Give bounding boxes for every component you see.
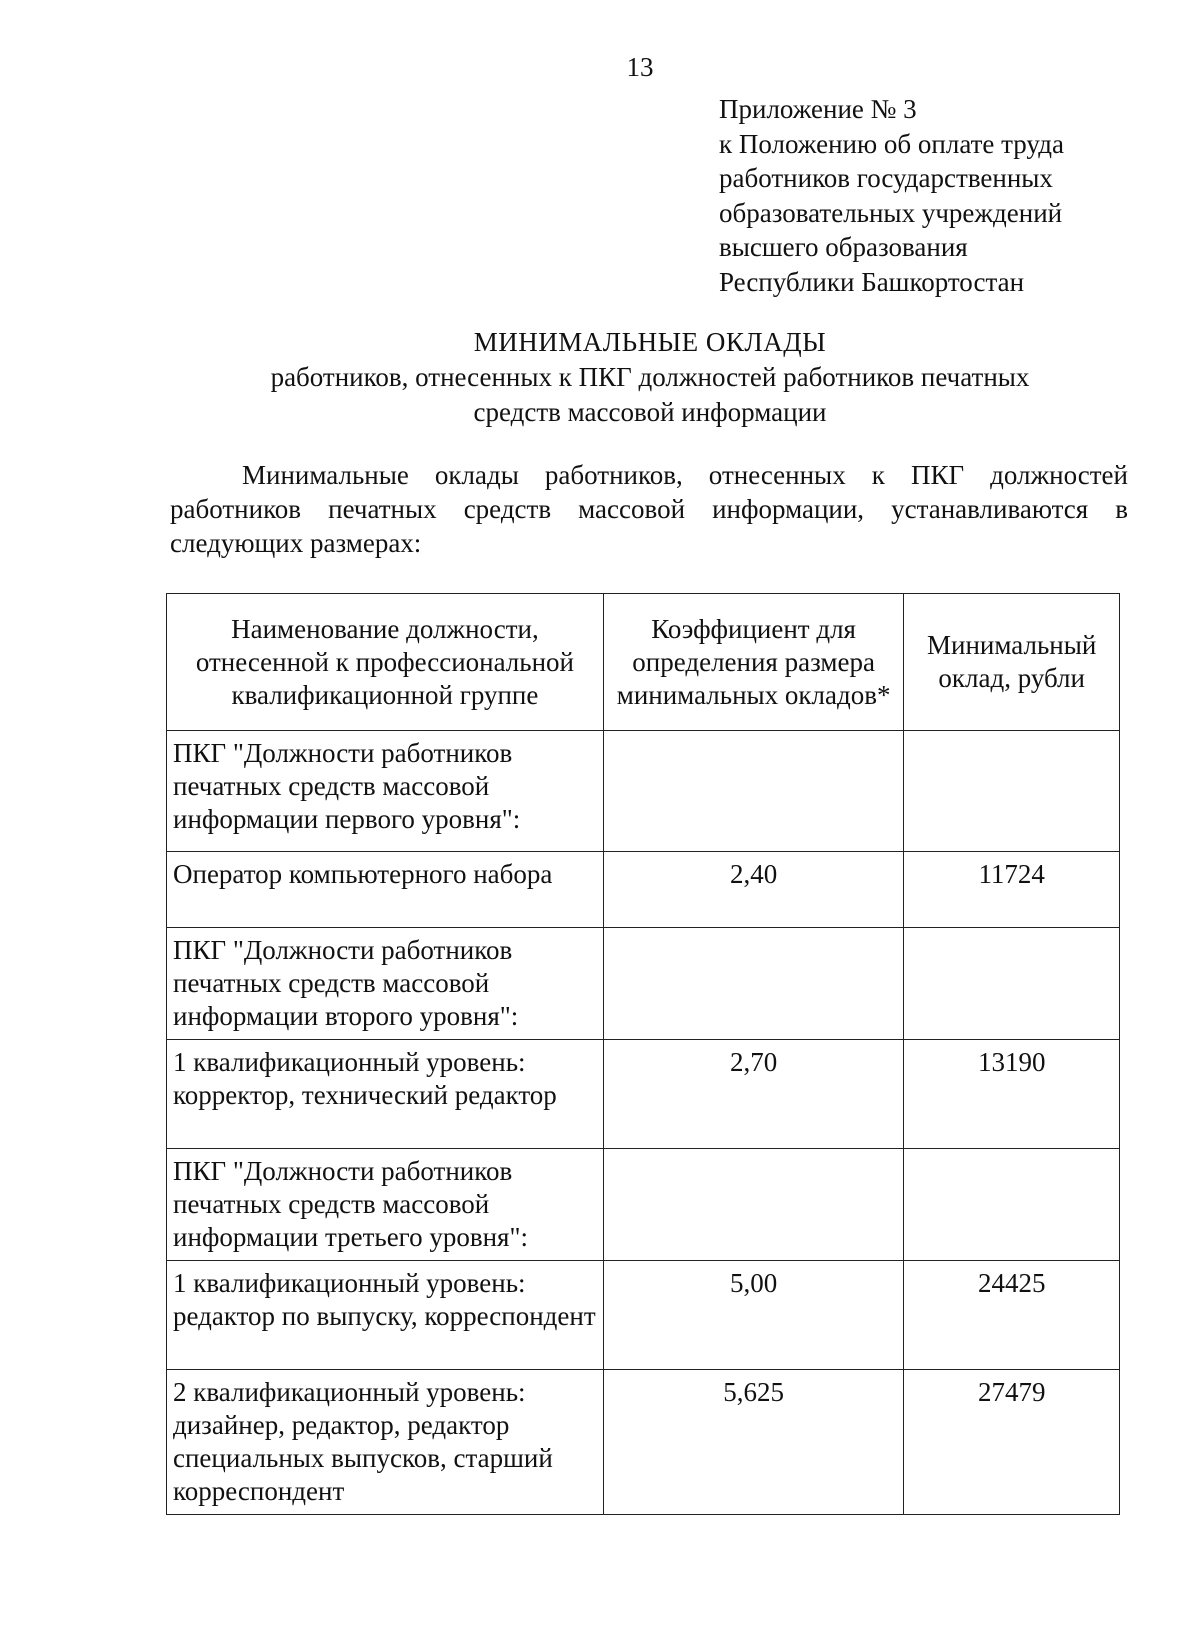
title-line: работников, отнесенных к ПКГ должностей работников печатных (270, 362, 1030, 392)
intro-paragraph (170, 458, 1128, 560)
table-header-row (167, 594, 1120, 731)
cell-position: ПКГ "Должности работников печатных средств массовой информации первого уровня": (167, 731, 604, 852)
salary-table (166, 593, 1120, 1515)
appendix-line: Приложение № 3 (719, 94, 917, 124)
cell-position: Оператор компьютерного набора (167, 852, 604, 928)
page-number-text: 13 (626, 52, 654, 82)
page-number (0, 52, 1200, 83)
appendix-note (719, 92, 1159, 299)
intro-text: Минимальные оклады работников, отнесенных к ПКГ должностей работников печатных средств массовой информации, устанавливаются в следующих размерах: (170, 460, 1128, 558)
cell-coefficient (603, 1149, 904, 1261)
cell-salary: 27479 (904, 1370, 1120, 1515)
table-row (167, 1261, 1120, 1370)
header-salary: Минимальный оклад, рубли (904, 594, 1120, 731)
header-coefficient: Коэффициент для определения размера минимальных окладов* (603, 594, 904, 731)
cell-salary (904, 731, 1120, 852)
table-row (167, 852, 1120, 928)
title-main: МИНИМАЛЬНЫЕ ОКЛАДЫ (473, 327, 827, 357)
table-row (167, 1040, 1120, 1149)
cell-position: ПКГ "Должности работников печатных средств массовой информации третьего уровня": (167, 1149, 604, 1261)
cell-position: 1 квалификационный уровень: редактор по выпуску, корреспондент (167, 1261, 604, 1370)
table-row (167, 1370, 1120, 1515)
cell-salary (904, 1149, 1120, 1261)
cell-coefficient: 5,625 (603, 1370, 904, 1515)
cell-salary: 13190 (904, 1040, 1120, 1149)
appendix-line: образовательных учреждений (719, 197, 1063, 228)
table-row (167, 731, 1120, 852)
cell-salary: 11724 (904, 852, 1120, 928)
cell-salary (904, 928, 1120, 1040)
appendix-line: работников государственных (719, 163, 1053, 193)
cell-position: 1 квалификационный уровень: корректор, технический редактор (167, 1040, 604, 1149)
header-position: Наименование должности, отнесенной к профессиональной квалификационной группе (167, 594, 604, 731)
table-row (167, 928, 1120, 1040)
table-row (167, 1149, 1120, 1261)
cell-coefficient: 2,70 (603, 1040, 904, 1149)
appendix-line: к Положению об оплате труда (719, 128, 1064, 159)
appendix-line: Республики Башкортостан (719, 266, 1025, 297)
cell-position: ПКГ "Должности работников печатных средств массовой информации второго уровня": (167, 928, 604, 1040)
cell-coefficient: 5,00 (603, 1261, 904, 1370)
cell-salary: 24425 (904, 1261, 1120, 1370)
cell-coefficient (603, 731, 904, 852)
cell-coefficient: 2,40 (603, 852, 904, 928)
title-line: средств массовой информации (473, 397, 827, 427)
cell-position: 2 квалификационный уровень: дизайнер, редактор, редактор специальных выпусков, старший корреспондент (167, 1370, 604, 1515)
appendix-line: высшего образования (719, 232, 968, 262)
cell-coefficient (603, 928, 904, 1040)
document-title (160, 325, 1140, 430)
